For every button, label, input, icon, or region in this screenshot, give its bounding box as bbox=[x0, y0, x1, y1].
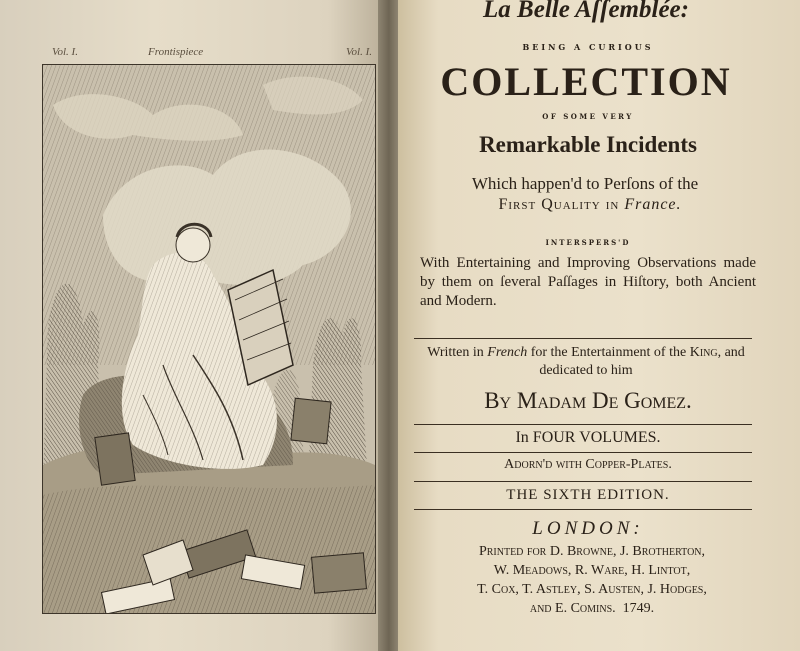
author-line: By Madam De Gomez. bbox=[484, 388, 692, 413]
imprint-year: 1749. bbox=[622, 601, 655, 616]
france-text: France. bbox=[624, 196, 682, 213]
imprint-line-4 bbox=[422, 599, 762, 618]
engraving-illustration bbox=[43, 65, 375, 613]
rule-5 bbox=[414, 509, 752, 510]
rule-2 bbox=[414, 424, 752, 425]
edition-line: THE SIXTH EDITION. bbox=[506, 487, 670, 503]
imprint-line-2: W. Meadows, R. Ware, H. Lintot, bbox=[493, 563, 691, 578]
london-line: LONDON: bbox=[532, 518, 644, 539]
volumes-line: In FOUR VOLUMES. bbox=[515, 429, 661, 446]
written-a: Written in bbox=[427, 345, 484, 360]
engraving-plate bbox=[42, 64, 376, 614]
imprint-line-1: Printed for D. Browne, J. Brotherton, bbox=[478, 544, 706, 559]
rule-3 bbox=[414, 452, 752, 453]
written-c: for the Entertainment of the bbox=[530, 345, 687, 360]
imprint-comins: and E. Comins. bbox=[529, 601, 616, 616]
plate-header-left: Vol. I. bbox=[52, 46, 78, 58]
first-quality-text: First Quality in bbox=[498, 196, 620, 213]
which-happened-line: Which happen'd to Perſons of the bbox=[471, 174, 699, 193]
observations-paragraph: With Entertaining and Improving Observations made by them on ſeveral Paſſages in Hiſtory, both Ancient and Modern. bbox=[420, 255, 756, 309]
interspersed-line: INTERSPERS'D bbox=[545, 238, 631, 247]
plate-header-right: Vol. I. bbox=[346, 46, 372, 58]
collection-heading: COLLECTION bbox=[440, 59, 732, 104]
rule-4 bbox=[414, 481, 752, 482]
plate-header-center: Frontispiece bbox=[148, 46, 204, 58]
imprint-block bbox=[422, 542, 762, 618]
first-quality-line bbox=[410, 196, 770, 214]
adorned-line: Adorn'd with Copper-Plates. bbox=[504, 457, 672, 472]
plate-header bbox=[52, 46, 372, 62]
imprint-line-3: T. Cox, T. Astley, S. Austen, J. Hodges, bbox=[477, 582, 707, 597]
subtitle-being: BEING A CURIOUS bbox=[522, 42, 654, 52]
written-paragraph bbox=[416, 344, 756, 380]
book-title: La Belle Aſſemblée: bbox=[483, 0, 689, 23]
written-e: and dedicated to him bbox=[539, 345, 745, 378]
title-page bbox=[398, 0, 800, 651]
remarkable-incidents: Remarkable Incidents bbox=[479, 132, 697, 157]
written-king: King, bbox=[689, 345, 722, 360]
written-french: French bbox=[487, 345, 528, 360]
frontispiece-page bbox=[0, 0, 386, 651]
rule-1 bbox=[414, 338, 752, 339]
subtitle-of-some: OF SOME VERY bbox=[542, 112, 634, 121]
